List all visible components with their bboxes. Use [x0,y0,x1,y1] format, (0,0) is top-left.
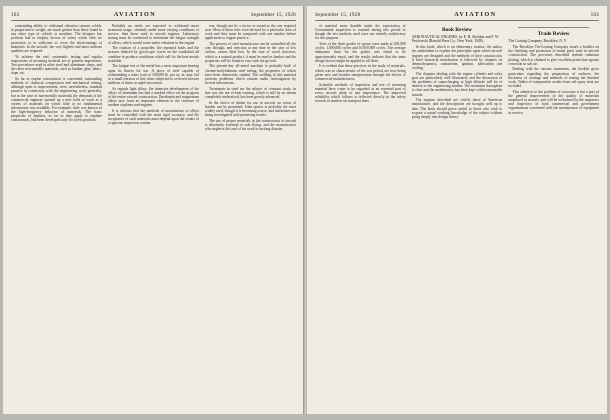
paragraph: The process of steel manufacture can be controlled all the way through, and rejection at any time in the case of low carbon, causes little loss. In the case of wood, however, which is a natural product, it must be used as lumber and the properties will be found to vary with the growth. [205,42,296,63]
right-column-2 [412,24,503,414]
paragraph: In the choice of timber for use in aircraft, no waste of lumber can be permitted. Sitka spruce is probably the most widely used, though it is becoming scarce, and substitutes are being investigated with promising results. [205,100,296,118]
paragraph: In this book, which is an elementary treatise, the author has undertaken to explain the principles upon which aircraft engines are designed and the methods of their construction. A brief historical introduction is followed by chapters on thermodynamics, carburetion, ignition, lubrication and cooling. [411,45,503,71]
paragraph: The rotation of a propeller, the repeated loads and the stresses induced by gyroscopic forces on the crankshaft all combine to produce conditions which call for the best metals available. [108,46,199,63]
left-column-3 [205,24,296,414]
left-columns [11,24,296,414]
paragraph: war, though not by a factor as sound as the one required now. Most of these tests were devised for a particular class of work and they must be compared with one another before application to engine practice. [205,24,296,41]
right-columns [315,24,599,414]
magazine-title: AVIATION [454,11,497,18]
paragraph: It is evident that these practices in the study of materials, which was so characteristic of the war period, are now being given new and broader interpretation through the efforts of commercial manufacturers. [315,64,406,81]
running-header-left [11,11,296,21]
paragraph: The chapters dealing with the engine cylinder and valve gear are particularly well illustrated, and the discussion of the problems of supercharging at high altitude will be of interest to the engineering student. The treatment throughout is clear and the mathematics has been kept within reasonable bounds. [411,71,503,97]
book-review-byline: AERONAUTICAL ENGINES, by E. H. Sheldon and F. W. Pawlowski (Ronald Press Co., New York, 1928). [411,35,500,44]
paragraph: It is obvious that the methods of manufacture of alloys must be controlled with the most rigid accuracy, and the acceptance of such materials must depend upon the results of a rigorous inspection routine. [108,108,199,126]
paragraph: The Brooklyn Tin-Coating Company issues a booklet on the finishing and protection of metal parts used in aircraft construction. The processes described include cadmium plating, which is claimed to give excellent protection against corrosion in salt air. [508,45,600,66]
paragraph: Treatments in steel are the subject of constant study; in this way the use of heat treating, which is still by no means completely understood, has been greatly advanced. [205,86,296,99]
left-column-1 [11,24,102,414]
left-page [3,6,304,414]
right-column-1 [315,24,406,414]
paragraph: outstanding ability to withstand vibration stresses which, in proportion to weight, are much greater than those found in any other type of vehicle or machine. The designer has portions had to employ factors of safety which offer no protection or to sufficient to cover the shortcomings of materials. In the aircraft, the very highest and most uniform qualities are required. [11,24,102,53]
paragraph: The use of proper materials in the construction of aircraft is absolutely essential to safe flying, and the manufacturer who neglects this end of his work is inviting disaster. [205,118,296,132]
issue-date: September 15, 1928 [315,12,361,18]
running-header-right [315,11,599,21]
paragraph: Probably no steels are expected to withstand more strenuous usage, certainly under more varying conditions of service, than those used in aircraft engines. Laboratory testing must be conducted to determine the fatigue strength of alloys, which would come under vibration in the engine. [108,24,199,45]
section-divider [518,27,589,28]
magazine-title: AVIATION [113,11,157,18]
paragraph: So far as engine construction is concerned, outstanding methods of chemical composition and mechanical testing, although open to improvement, were, nevertheless, standard practice in connection with the engineering work generally, but in the case of non-metallic materials the demands of the commercial engineer opened up a new field of work as a variety of materials on which little or no fundamental information was available. For example, little was known of the high-frequency behavior of materials. The basic properties of lumbers, as far as they apply to airplane construction, had been developed only for forest products. [11,76,102,123]
right-page [307,6,607,414]
paragraph: To achieve the end, systematic testing and regular inspections of incoming material are of greatest importance. Test procedures used in other steel and aluminum shops, and the other non-metallic materials, such as lumber, glue, fabric, dope, etc. [11,54,102,76]
right-column-3 [508,24,599,414]
paragraph: The present-day all-metal machine is probably built of chrome-molybdenum steel tubing, the properties of which have been intensively studied. The welding of this material presents problems which remain under investigation by several laboratories. [205,64,296,86]
paragraph: Tests of the three grades of spruce were made at 100,000 cycles, 1,000,000 cycles and 10,000,000 cycles. The average endurance limit for the grades was found to be approximately equal, and the results indicate that the same design factors might be applied to all three. [315,42,406,63]
paragraph: The engines described are chiefly those of American manufacture, and the descriptions are brought well up to date. The book should prove useful to those who wish to acquire a sound working knowledge of the subject without going deeply into design theory. [411,98,503,119]
paragraph: As regards light alloys, the intensive development of the alloys of aluminum has had a marked effect on the progress of the entire aircraft construction. Duralumin and magnesium alloys now form an important element in the structure of modern airplanes and engines. [108,86,199,108]
left-column-2 [108,24,199,414]
paragraph: Scientific methods of inspection and test of incoming material have come to be regarded as an essential part of every aircraft plant of any importance. The improved reliability which follows is reflected directly in the safety records of modern air transport lines. [315,82,406,104]
paragraph: of material more durable under the expectation of Government inspection is counted during this period as though the test methods used were not entirely satisfactory for this purpose. [315,24,406,41]
trade-review-heading: Trade Review [537,31,570,37]
page-number: 103 [590,12,599,18]
paragraph: Dealing with the various treatments, the booklet gives particulars regarding the preparation of surfaces, the thickness of coatings and methods of testing the finished work. Tables of comparative results from salt spray tests are included. [508,67,600,89]
page-number: 102 [11,12,20,18]
paragraph: The fatigue test of the metal has a most important bearing upon its fitness for use. A piece of steel capable of withstanding a static load of 100,000 lb. per sq. in. may fail at a small fraction of this when subjected to reversed stresses millions of times in rapid succession. [108,64,199,86]
issue-date: September 15, 1928 [250,12,296,18]
book-review-heading: Book Review [441,27,473,33]
paragraph: This attention to the problem of corrosion is but a part of the general improvement in the quality of materials employed in aircraft, and will be welcomed by the engineers and inspectors of both commercial and government organizations concerned with the maintenance of equipment in service. [508,89,600,115]
trade-review-byline: The Coating Company, Brooklyn, N. Y. [508,39,567,43]
